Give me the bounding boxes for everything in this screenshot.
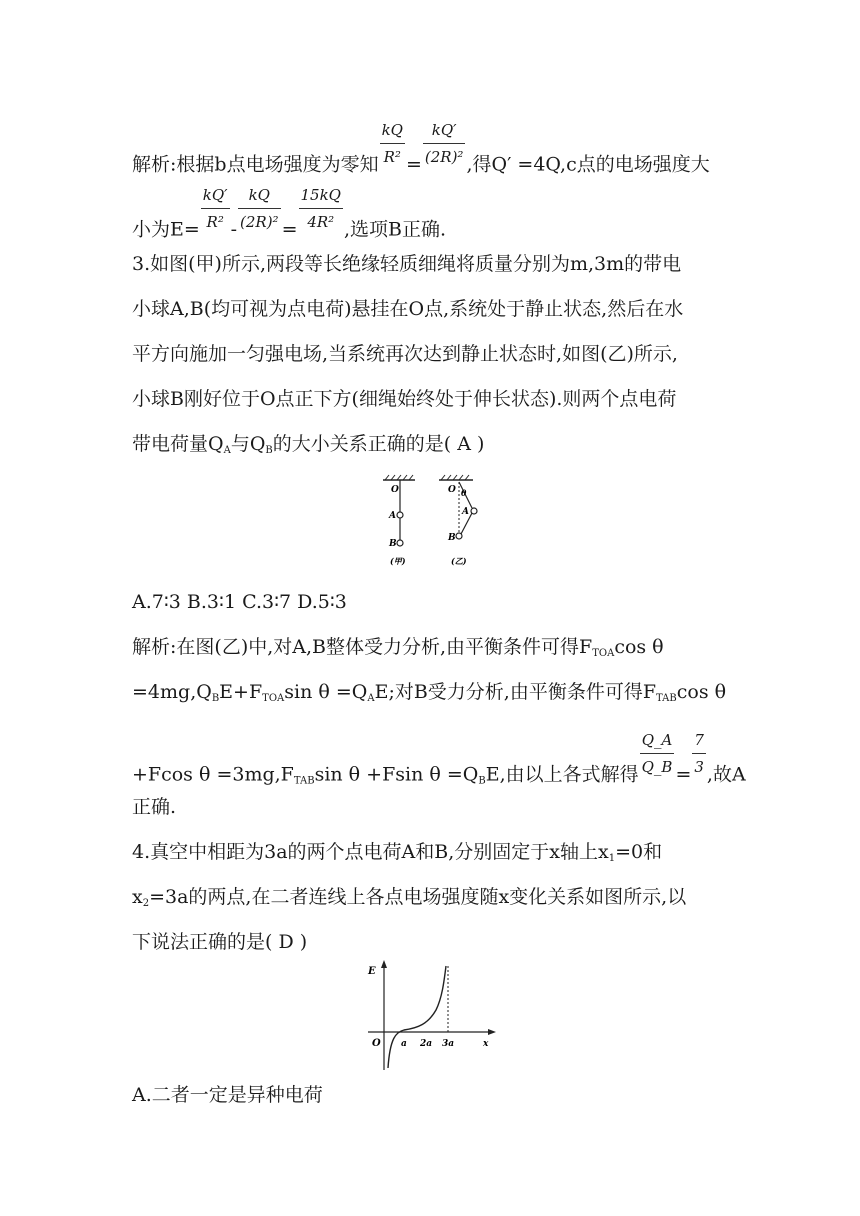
text: 解析:在图(乙)中,对A,B整体受力分析,由平衡条件可得F	[132, 636, 593, 658]
subscript: TOA	[262, 693, 285, 704]
text: ,故A	[706, 763, 746, 786]
text: ,得Q′ =4Q,c点的电场强度大	[466, 153, 710, 176]
denominator: 3	[694, 758, 704, 776]
fraction	[299, 183, 343, 234]
numerator: kQ	[238, 183, 281, 209]
solution-2-line-2	[132, 186, 447, 256]
q3-line-1: 3.如图(甲)所示,两段等长绝缘轻质细绳将质量分别为m,3m的带电	[132, 253, 682, 275]
denominator: R²	[206, 213, 224, 231]
denominator: Q_B	[641, 758, 673, 776]
q4-line-3: 下说法正确的是( D )	[132, 931, 308, 953]
text: sin θ =Q	[284, 681, 368, 703]
text: 与Q	[230, 433, 266, 455]
label-theta: θ	[461, 488, 467, 498]
text: sin θ +Fsin θ =Q	[314, 763, 479, 786]
fraction	[423, 118, 466, 169]
text: =0和	[615, 841, 663, 863]
label-B-2: B	[448, 533, 456, 543]
text: x	[132, 886, 143, 908]
text: +Fcos θ =3mg,F	[132, 763, 294, 786]
subscript: TAB	[656, 693, 677, 704]
subscript: TOA	[592, 648, 615, 659]
tick-3a: 3a	[442, 1039, 455, 1049]
numerator: 7	[692, 728, 706, 754]
text: E;对B受力分析,由平衡条件可得F	[374, 681, 657, 703]
solution-3-line-2	[132, 680, 726, 711]
caption-yi: (乙)	[451, 556, 467, 566]
fraction	[201, 183, 230, 234]
text: 解析:根据b点电场强度为零知	[132, 153, 379, 176]
numerator: kQ′	[423, 118, 466, 144]
fraction	[692, 728, 706, 779]
q4-line-1	[132, 840, 662, 871]
tick-a: a	[401, 1039, 407, 1049]
numerator: 15kQ	[299, 183, 343, 209]
fraction	[238, 183, 281, 234]
solution-3-line-4: 正确.	[132, 796, 177, 818]
q3-line-5	[132, 432, 484, 463]
numerator: kQ′	[201, 183, 230, 209]
pendulum-figure	[375, 474, 485, 569]
denominator: (2R)²	[424, 148, 464, 166]
tick-2a: 2a	[420, 1039, 433, 1049]
text: 4.真空中相距为3a的两个点电荷A和B,分别固定于x轴上x	[132, 841, 609, 863]
q3-line-3: 平方向施加一匀强电场,当系统再次达到静止状态时,如图(乙)所示,	[132, 343, 678, 365]
subscript: A	[223, 445, 231, 456]
denominator: R²	[383, 148, 401, 166]
denominator: (2R)²	[240, 213, 279, 231]
fraction	[640, 728, 675, 779]
text: E+F	[219, 681, 263, 703]
text: ,选项B正确.	[343, 218, 447, 241]
label-O: O	[372, 1038, 381, 1049]
equals: =	[281, 218, 298, 241]
q4-line-2	[132, 885, 686, 916]
caption-jia: (甲)	[390, 556, 406, 566]
equals: =	[675, 763, 692, 786]
q4-option-A: A.二者一定是异种电荷	[132, 1084, 323, 1106]
numerator: Q_A	[640, 728, 675, 754]
q3-line-4: 小球B刚好位于O点正下方(细绳始终处于伸长状态).则两个点电荷	[132, 388, 677, 410]
minus: -	[230, 218, 238, 241]
label-A-2: A	[462, 507, 469, 517]
text: =3a的两点,在二者连线上各点电场强度随x变化关系如图所示,以	[149, 886, 687, 908]
text: cos θ	[614, 636, 664, 658]
subscript: 2	[142, 898, 150, 909]
text: cos θ	[676, 681, 727, 703]
q3-line-2: 小球A,B(均可视为点电荷)悬挂在O点,系统处于静止状态,然后在水	[132, 298, 684, 320]
subscript: B	[265, 445, 273, 456]
text: 小为E=	[132, 218, 200, 241]
numerator: kQ	[380, 118, 405, 144]
label-E: E	[368, 966, 376, 977]
denominator: 4R²	[307, 213, 335, 231]
label-O-1: O	[391, 485, 399, 495]
label-B-1: B	[389, 539, 397, 549]
text: =4mg,Q	[132, 681, 212, 703]
subscript: 1	[608, 853, 616, 864]
field-strength-graph	[362, 958, 502, 1076]
subscript: B	[211, 693, 220, 704]
subscript: TAB	[293, 775, 315, 787]
equals: =	[405, 153, 422, 176]
solution-3-line-3	[132, 731, 746, 801]
text: 的大小关系正确的是( A )	[272, 433, 485, 455]
subscript: A	[367, 693, 375, 704]
text: 带电荷量Q	[132, 433, 224, 455]
label-O-2: O	[448, 485, 456, 495]
label-x: x	[483, 1039, 489, 1049]
q3-options: A.7∶3 B.3∶1 C.3∶7 D.5∶3	[132, 591, 347, 613]
solution-3-line-1	[132, 635, 664, 666]
label-A-1: A	[389, 511, 396, 521]
subscript: B	[478, 775, 486, 787]
text: E,由以上各式解得	[485, 763, 639, 786]
fraction	[380, 118, 405, 169]
